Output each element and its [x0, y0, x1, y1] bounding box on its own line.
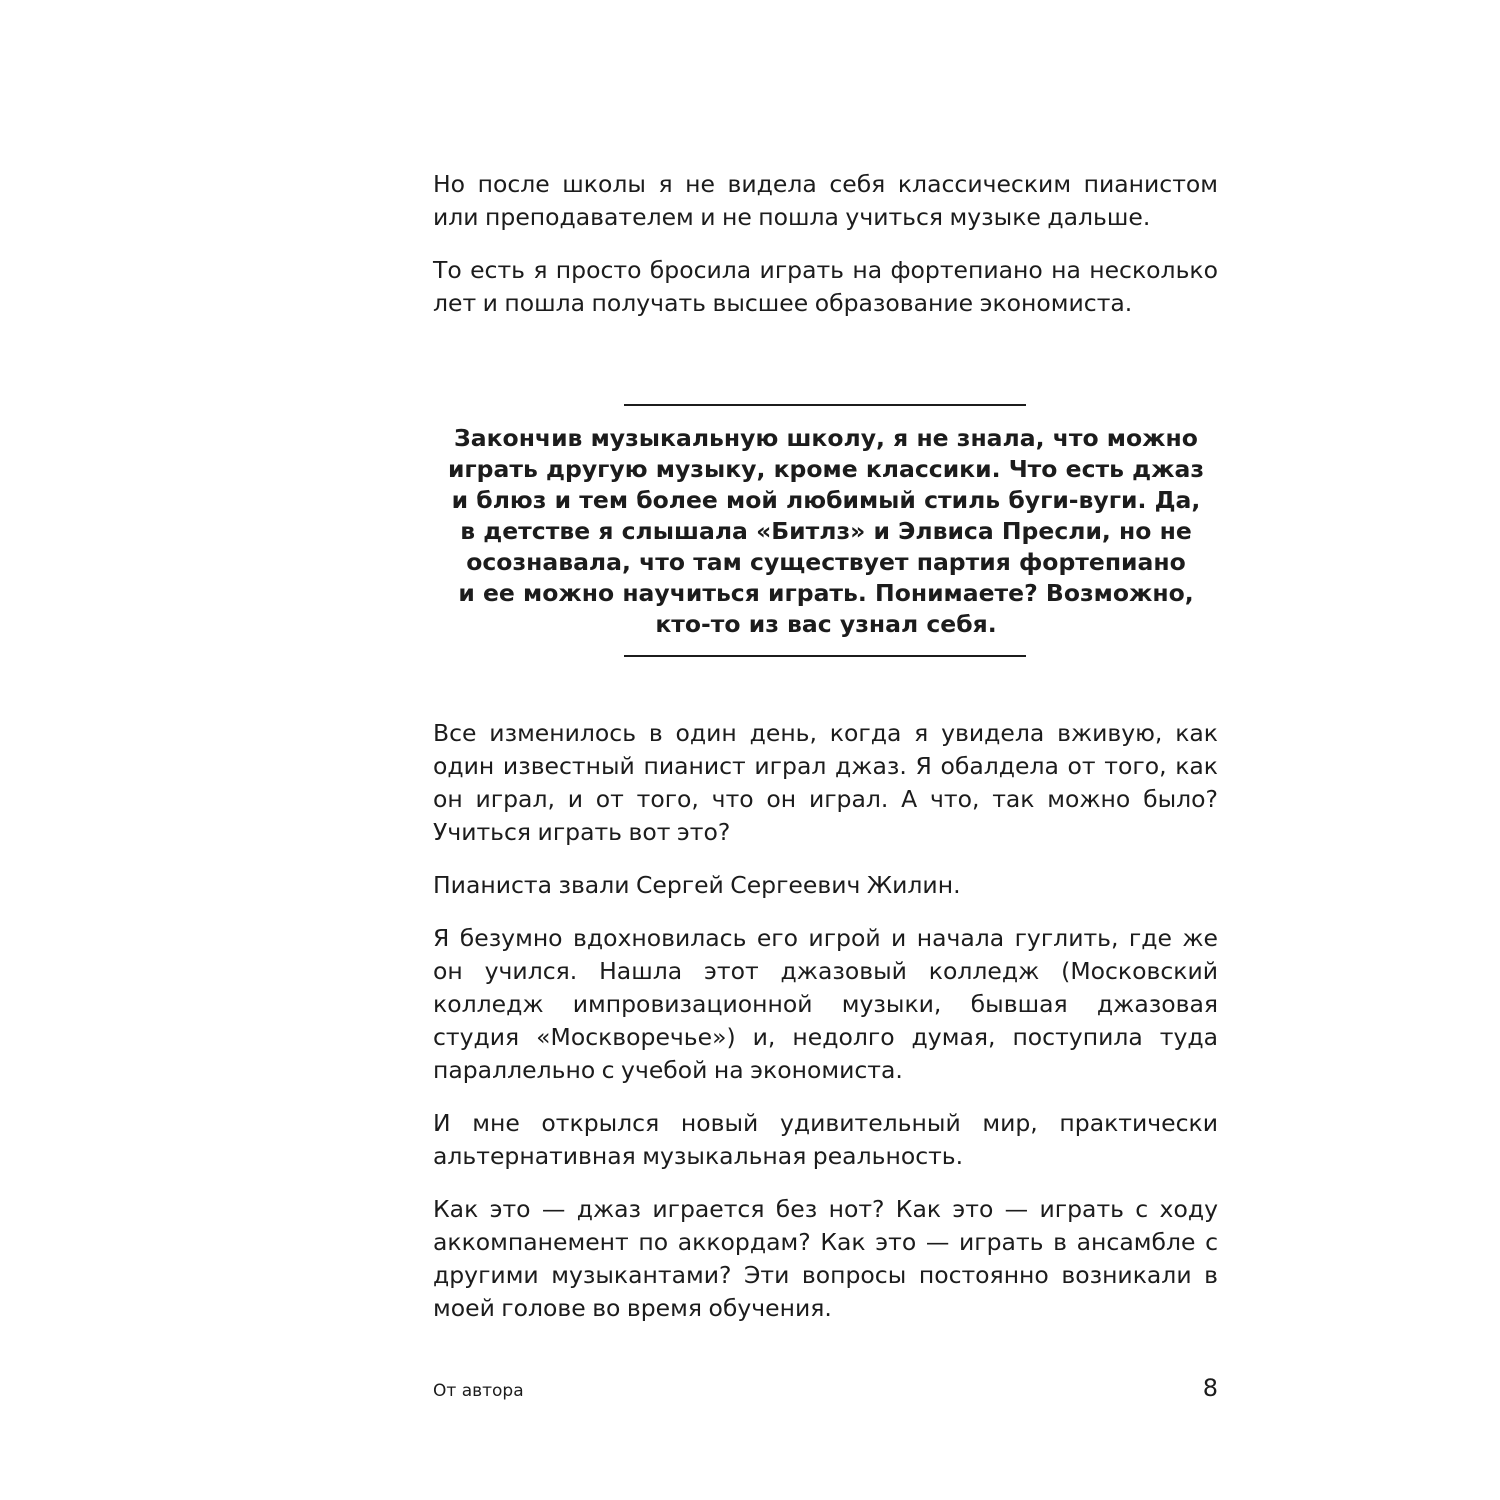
main-text: [433, 717, 1218, 1325]
paragraph: Все изменилось в один день, когда я увидела вживую, как один известный пианист играл джаз. Я обалдела от того, как он играл, и от того, что он играл. А что, так можно было? Учиться играть вот это?: [433, 719, 1218, 846]
paragraph: Но после школы я не видела себя классическим пианистом или преподавателем и не пошла учиться музыке дальше.: [433, 170, 1218, 231]
paragraph: Пианиста звали Сергей Сергеевич Жилин.: [433, 871, 961, 899]
pull-quote: Закончив музыкальную школу, я не знала, что можно играть другую музыку, кроме классики. Что есть джаз и блюз и тем более мой любимый стиль буги-вуги. Да, в детстве я слышала «Битлз» и Элвиса Пресли, но не осознавала, что там существует партия фортепиано и ее можно научиться играть. Понимаете? Возможно, кто-то из вас узнал себя.: [447, 424, 1205, 638]
quote-top-rule: [624, 404, 1026, 406]
paragraph: Как это — джаз играется без нот? Как это — играть с ходу аккомпанемент по аккордам? Как это — играть в ансамбле с другими музыкантами? Эти вопросы постоянно возникали в моей голове во время обучения.: [433, 1195, 1218, 1322]
paragraph: И мне открылся новый удивительный мир, практически альтернативная музыкальная реальность.: [433, 1109, 1218, 1170]
quote-bottom-rule: [624, 655, 1026, 657]
running-footer: От автора: [433, 1381, 524, 1401]
paragraph: То есть я просто бросила играть на фортепиано на несколько лет и пошла получать высшее образование экономиста.: [433, 256, 1218, 317]
page-number: 8: [1202, 1374, 1218, 1402]
intro-text: [433, 168, 1218, 320]
paragraph: Я безумно вдохновилась его игрой и начала гуглить, где же он учился. Нашла этот джазовый колледж (Московский колледж импровизационной музыки, бывшая джазовая студия «Москворечье») и, недолго думая, поступила туда параллельно с учебой на экономиста.: [433, 924, 1218, 1084]
